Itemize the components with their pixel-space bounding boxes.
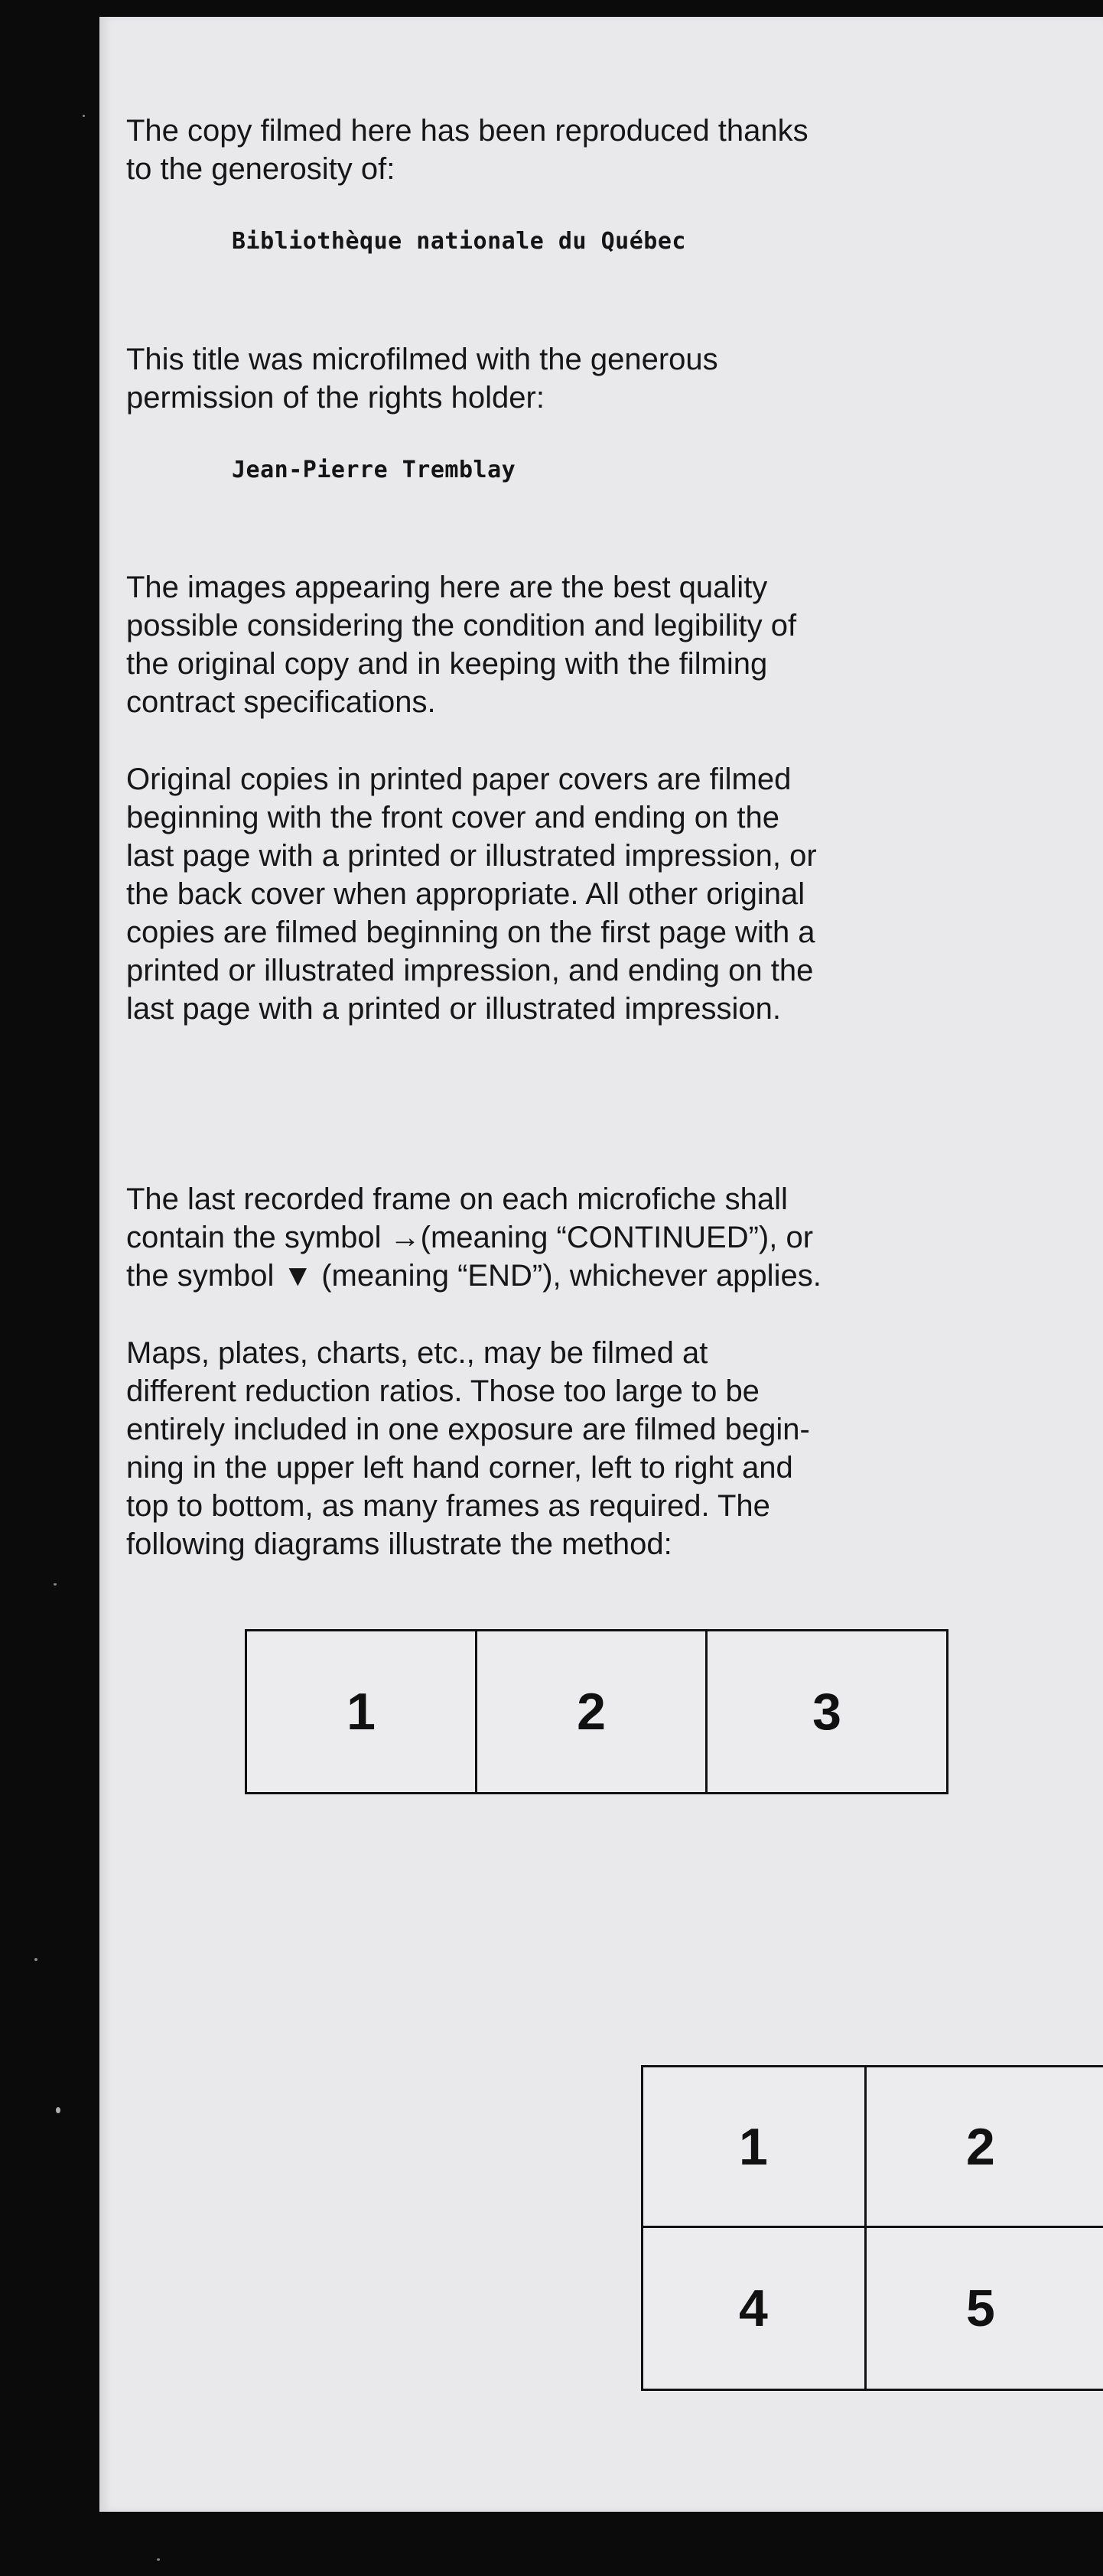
frame-cell: 2 [867,2067,1103,2228]
paragraph-permission [126,340,998,417]
paragraph-image-quality [126,568,998,721]
text-line: Maps, plates, charts, etc., may be filmed at [126,1336,708,1370]
text-line: last page with a printed or illustrated impression, or [126,839,817,873]
paragraph-reproduction-credit [126,112,998,188]
text-line: the back cover when appropriate. All other original [126,877,805,911]
text-line: printed or illustrated impression, and ending on the [126,954,814,987]
text-line: the original copy and in keeping with the filming [126,647,768,681]
film-speck [34,1958,37,1961]
text-line: different reduction ratios. Those too large to be [126,1374,760,1408]
frame-cell: 1 [643,2067,867,2228]
film-speck [54,1583,57,1586]
film-speck [83,115,85,117]
text-line: The images appearing here are the best quality [126,571,768,604]
text-line: following diagrams illustrate the method: [126,1527,672,1561]
text-line: contract specifications. [126,685,436,719]
text-line: Original copies in printed paper covers are filmed [126,763,792,796]
institution-name: Bibliothèque nationale du Québec [232,228,686,255]
text-line: ning in the upper left hand corner, left to right and [126,1451,793,1485]
rights-holder-name: Jean-Pierre Tremblay [232,457,516,483]
text-line: contain the symbol →(meaning “CONTINUED”), or [126,1221,814,1254]
frame-cell: 4 [643,2228,867,2389]
text-line: beginning with the front cover and ending on the [126,801,779,834]
paragraph-filming-order [126,760,998,1028]
text-line: last page with a printed or illustrated impression. [126,992,781,1026]
frame-cell: 5 [966,2279,995,2337]
text-line: This title was microfilmed with the generous [126,343,718,376]
frame-cell: 3 [705,1631,946,1792]
frame-grid-diagram [641,2065,1103,2391]
text-line: copies are filmed beginning on the first page with a [126,916,815,949]
text-line: top to bottom, as many frames as required. The [126,1489,770,1523]
text-line: The copy filmed here has been reproduced thanks [126,114,809,148]
frame-cell: 2 [475,1631,705,1792]
text-line: permission of the rights holder: [126,381,545,415]
text-line: the symbol ▼ (meaning “END”), whichever applies. [126,1259,822,1293]
text-line: The last recorded frame on each microfiche shall [126,1182,788,1216]
film-speck [56,2107,60,2113]
text-line: entirely included in one exposure are filmed begin- [126,1413,810,1446]
paragraph-symbols [126,1180,998,1295]
film-speck [157,2558,160,2561]
paragraph-maps [126,1334,998,1563]
frame-cell: 1 [347,1683,376,1741]
text-line: to the generosity of: [126,152,395,186]
text-line: possible considering the condition and legibility of [126,609,797,642]
frame-sequence-diagram [245,1629,948,1794]
